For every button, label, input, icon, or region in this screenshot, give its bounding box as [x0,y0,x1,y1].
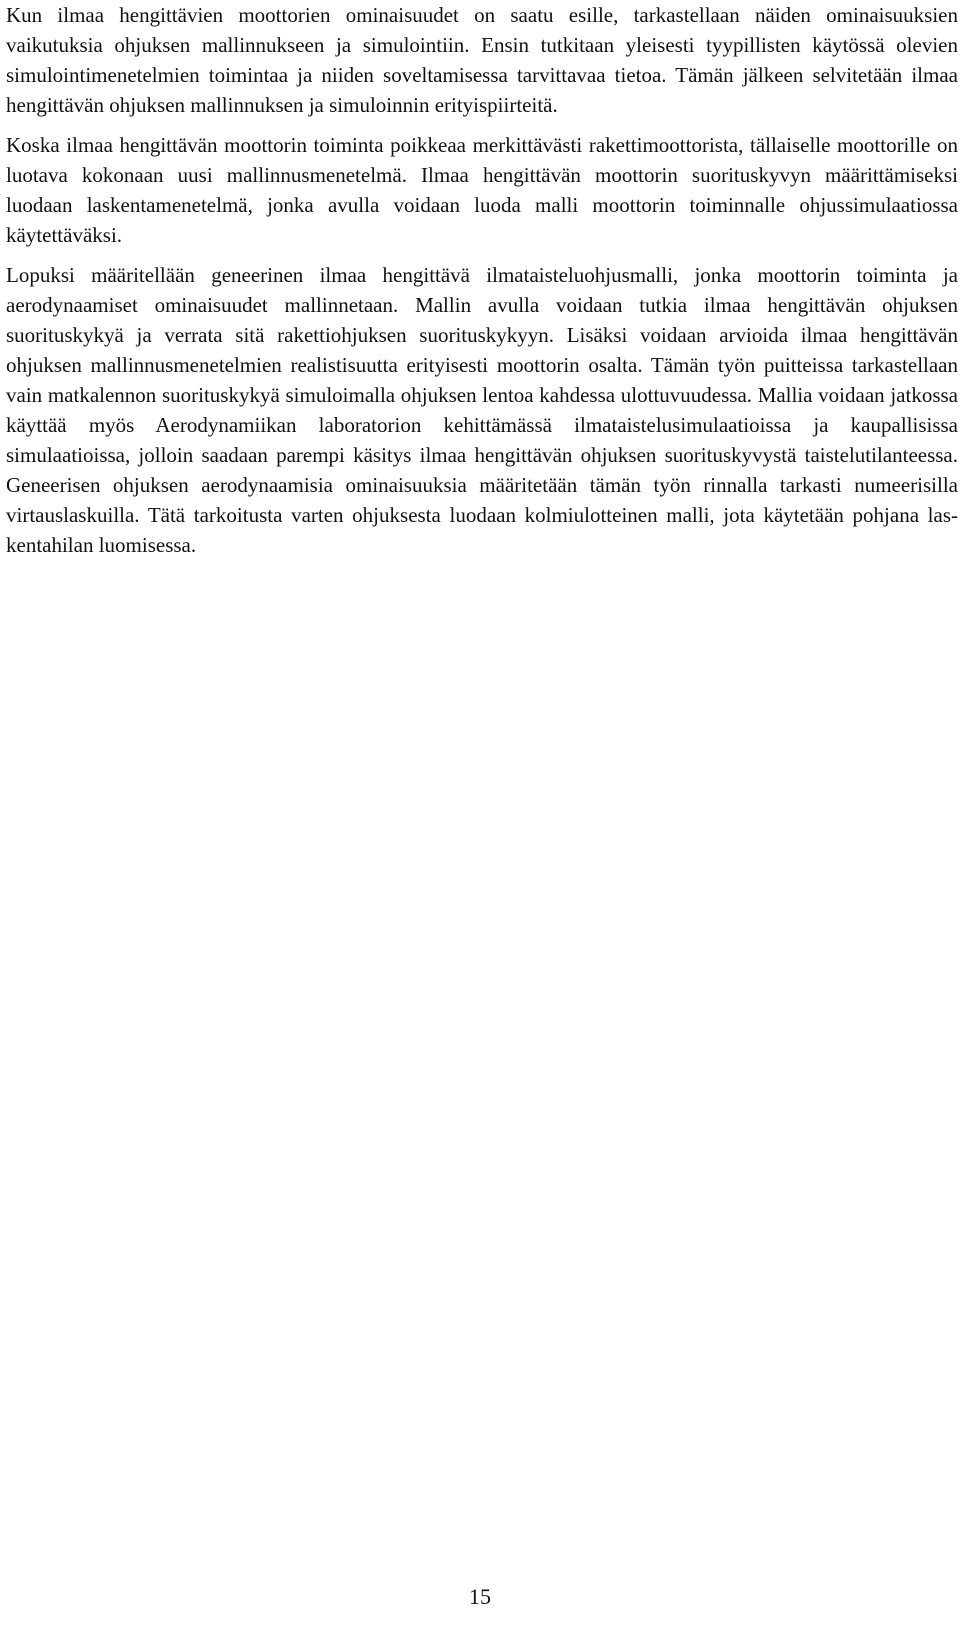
paragraph-generic-missile: Lopuksi määritellään geneerinen ilmaa hengittävä ilmataisteluohjusmalli, jonka moottorin toiminta ja aerodynaamiset ominaisuudet mallinnetaan. Mallin avulla voidaan tutkia ilmaa hengittävän ohjuksen suorituskykyä ja verrata sitä rakettiohjuksen suorituskykyyn. Lisäksi voidaan arvioida ilmaa hengittävän ohjuksen mallinnusmenetelmien realistisuutta erityisesti moottorin osalta. Tämän työn puitteissa tarkastellaan vain matkalennon suorituskykyä simuloimalla ohjuksen lentoa kahdessa ulottuvuudessa. Mallia voidaan jatkossa käyttää myös Aerodynamiikan laboratorion kehittämässä ilmataistelusimulaatioissa ja kaupallisissa simulaatioissa, jolloin saadaan parempi käsitys ilmaa hengittävän ohjuksen suorituskyvystä taistelutilanteessa. Geneerisen ohjuksen aerodynaamisia ominaisuuksia määritetään tämän työn rinnalla tarkasti numeerisilla virtauslaskuilla. Tätä tarkoitusta varten ohjuksesta luodaan kolmiulotteinen malli, jota käytetään pohjana laskentahilan luomisessa. [6,263,958,557]
document-page [6,0,958,1627]
page-number: 15 [469,1584,491,1609]
body-text [6,0,958,560]
paragraph-intro: Kun ilmaa hengittävien moottorien ominaisuudet on saatu esille, tarkastellaan näiden ominaisuuksien vaikutuksia ohjuksen mallinnukseen ja simulointiin. Ensin tutkitaan yleisesti tyypillisten käytössä olevien simulointimenetelmien toimintaa ja niiden soveltamisessa tarvittavaa tietoa. Tämän jälkeen selvitetään ilmaa hengittävän ohjuksen mallinnuksen ja simuloinnin erityispiirteitä. [6,3,958,117]
paragraph-engine-model: Koska ilmaa hengittävän moottorin toiminta poikkeaa merkittävästi rakettimoottorista, tällaiselle moottorille on luotava kokonaan uusi mallinnusmenetelmä. Ilmaa hengittävän moottorin suorituskyvyn määrittämiseksi luodaan laskentamenetelmä, jonka avulla voidaan luoda malli moottorin toiminnalle ohjussimulaatiossa käytettäväksi. [6,133,958,247]
